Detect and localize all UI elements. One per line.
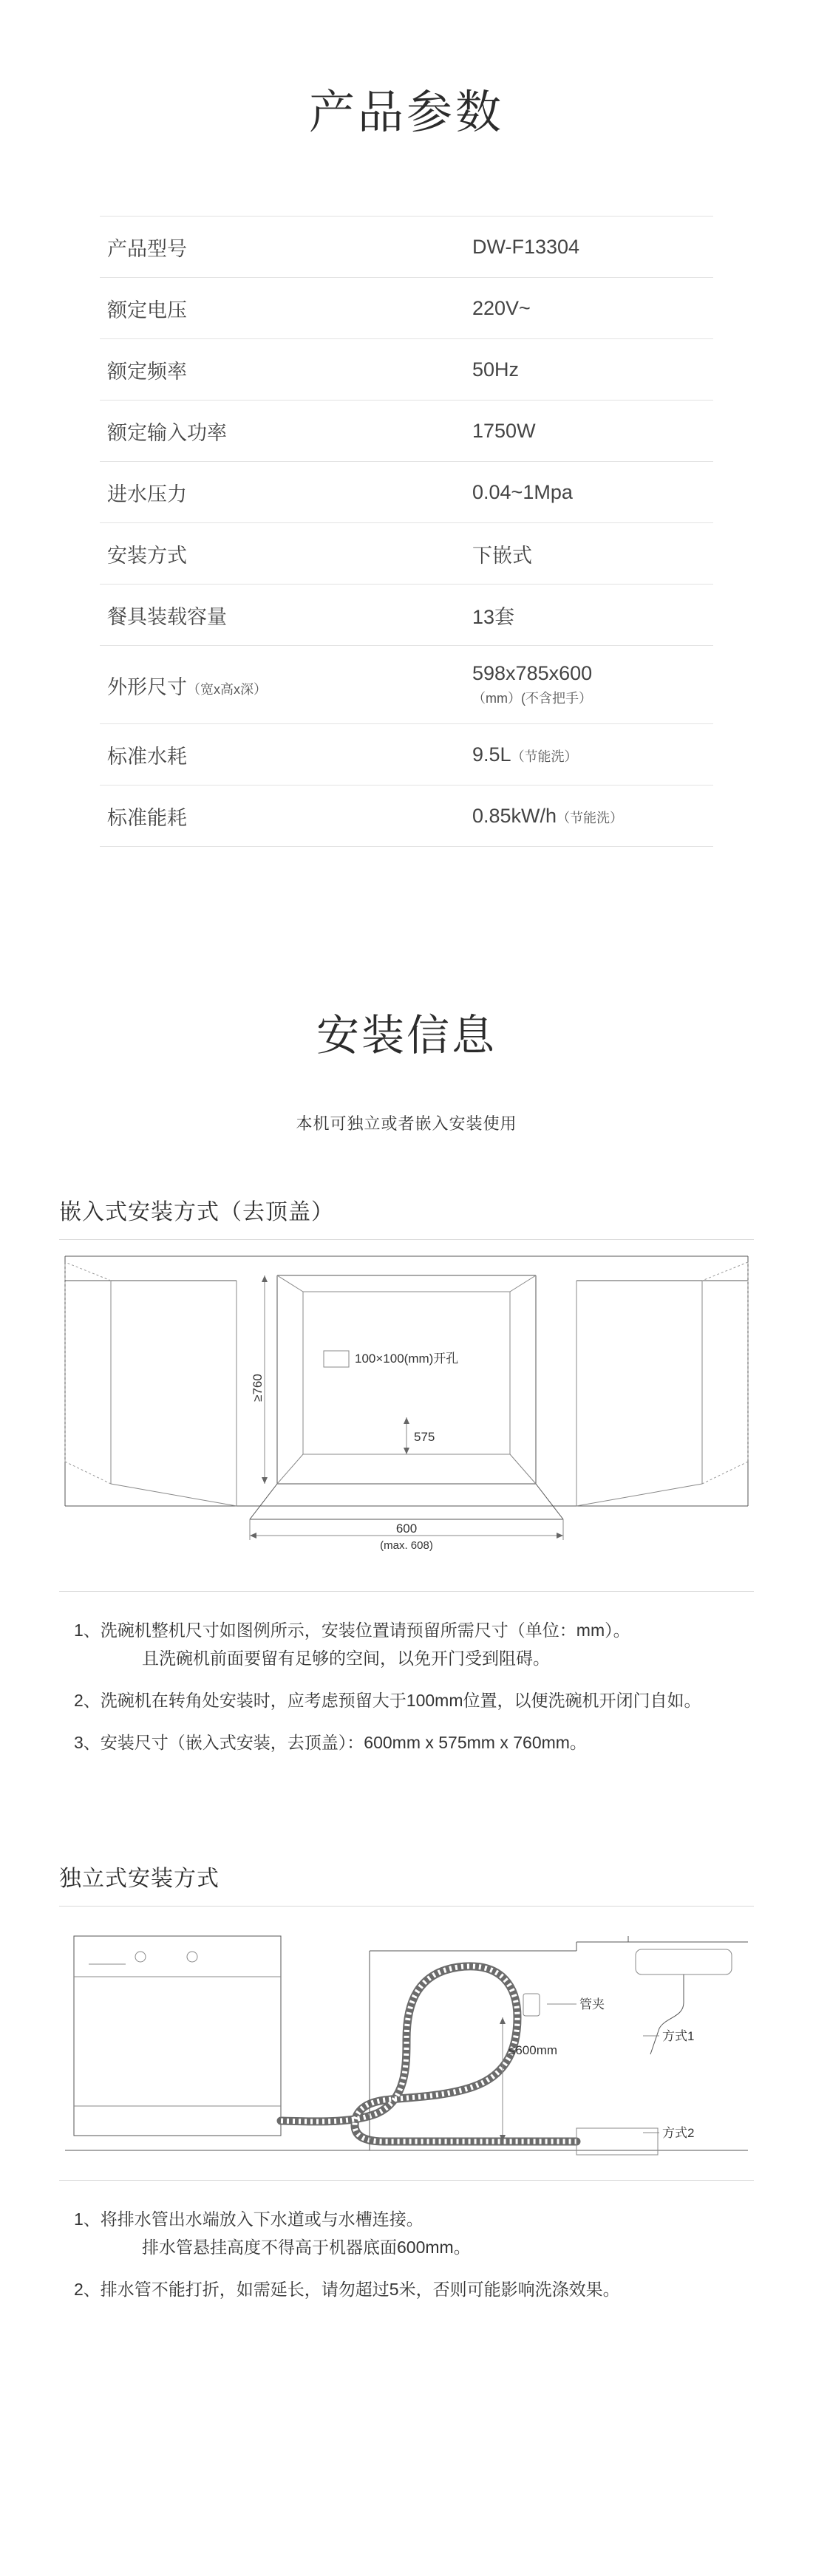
freestanding-diagram-svg xyxy=(59,1907,754,2176)
spec-key: 产品型号 xyxy=(107,238,187,261)
note-item: 2、排水管不能打折，如需延长，请勿超过5米，否则可能影响洗涤效果。 xyxy=(74,2279,620,2299)
spec-key: 外形尺寸（宽x高x深） xyxy=(107,675,267,698)
table-row xyxy=(100,786,713,847)
dim-depth-label: 575 xyxy=(414,1430,435,1445)
spec-key: 标准能耗 xyxy=(107,807,187,830)
spec-key: 标准水耗 xyxy=(107,746,187,769)
table-row xyxy=(100,401,713,462)
spec-value-note: （节能洗） xyxy=(557,811,624,826)
note-item: 1、将排水管出水端放入下水道或与水槽连接。 排水管悬挂高度不得高于机器底面600mm。 xyxy=(74,2209,471,2257)
table-row xyxy=(100,278,713,339)
freestanding-heading: 独立式安装方式 xyxy=(59,1867,220,1892)
spec-table xyxy=(100,216,713,847)
freestanding-notes xyxy=(74,2181,739,2303)
table-row xyxy=(100,646,713,724)
install-subtitle: 本机可独立或者嵌入安装使用 xyxy=(296,1114,517,1134)
spec-value: 9.5L（节能洗） xyxy=(472,743,578,766)
spec-value: 13套 xyxy=(472,606,515,629)
spec-key: 进水压力 xyxy=(107,483,187,506)
table-row xyxy=(100,462,713,523)
table-row xyxy=(100,724,713,786)
spec-value-note: （节能洗） xyxy=(511,749,578,765)
page-title: 产品参数 xyxy=(308,86,504,138)
dim-width-max-label: (max. 608) xyxy=(380,1539,433,1553)
freestanding-drawing xyxy=(59,1906,754,2181)
note-item: 3、安装尺寸（嵌入式安装，去顶盖）：600mm x 575mm x 760mm。 xyxy=(74,1733,587,1753)
dim-hole-label: 100×100(mm)开孔 xyxy=(355,1352,459,1366)
dim-width-label: 600 xyxy=(395,1522,418,1536)
note-item: 1、洗碗机整机尺寸如图例所示，安装位置请预留所需尺寸（单位：mm）。 且洗碗机前面要留有足够的空间，以免开门受到阻碍。 xyxy=(74,1621,630,1668)
spec-value: 下嵌式 xyxy=(472,545,532,568)
spec-key: 额定输入功率 xyxy=(107,422,227,445)
table-row xyxy=(100,523,713,585)
note-item: 2、洗碗机在转角处安装时，应考虑预留大于100mm位置，以便洗碗机开闭门自如。 xyxy=(74,1690,701,1710)
way2-label: 方式2 xyxy=(662,2126,695,2141)
height-label: ≤600mm xyxy=(508,2043,558,2058)
builtin-drawing xyxy=(59,1239,754,1592)
spec-value: DW-F13304 xyxy=(472,236,580,259)
spec-key: 额定电压 xyxy=(107,299,187,322)
table-row xyxy=(100,217,713,278)
builtin-heading: 嵌入式安装方式（去顶盖） xyxy=(59,1200,334,1225)
clamp-label: 管夹 xyxy=(579,1997,605,2012)
builtin-diagram-svg xyxy=(59,1240,754,1587)
spec-value: 220V~ xyxy=(472,297,531,320)
spec-value: 50Hz xyxy=(472,358,520,381)
builtin-notes xyxy=(74,1592,739,1756)
spec-value: 0.85kW/h（节能洗） xyxy=(472,805,624,828)
spec-value-note: （mm）(不含把手） xyxy=(472,691,592,706)
spec-key: 额定频率 xyxy=(107,361,187,384)
spec-key: 餐具装载容量 xyxy=(107,606,227,629)
spec-value: 598x785x600（mm）(不含把手） xyxy=(472,662,593,706)
dim-height-label: ≥760 xyxy=(251,1374,265,1403)
spec-value: 0.04~1Mpa xyxy=(472,481,573,504)
spec-value: 1750W xyxy=(472,420,536,443)
spec-key-note: （宽x高x深） xyxy=(187,681,267,697)
way1-label: 方式1 xyxy=(662,2029,695,2044)
spec-key: 安装方式 xyxy=(107,545,187,568)
install-title: 安装信息 xyxy=(316,1012,497,1060)
table-row xyxy=(100,585,713,646)
table-row xyxy=(100,339,713,401)
